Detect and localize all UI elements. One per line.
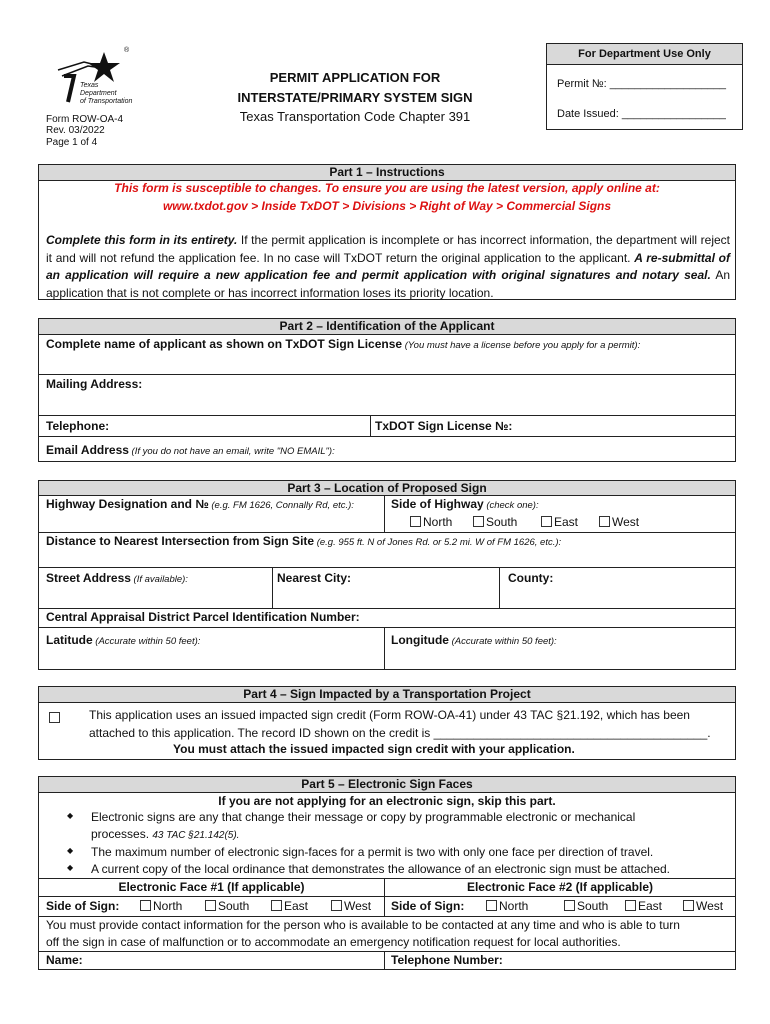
part4-line1: This application uses an issued impacted sign credit (Form ROW-OA-41) under 43 TAC §21.192, which has been	[89, 708, 690, 722]
checkbox-icon	[541, 516, 552, 527]
checkbox-icon	[331, 900, 342, 911]
face2-east-checkbox[interactable]: East	[625, 899, 662, 913]
subtitle: Texas Transportation Code Chapter 391	[239, 109, 471, 124]
sign-license-label[interactable]: TxDOT Sign License №:	[375, 419, 513, 433]
face1-north-checkbox[interactable]: North	[140, 899, 182, 913]
latitude-label[interactable]: Latitude (Accurate within 50 feet):	[46, 633, 201, 647]
checkbox-icon	[271, 900, 282, 911]
checkbox-icon	[473, 516, 484, 527]
part1-instructions	[38, 164, 736, 300]
instruction-text1: If the permit application is incomplete or has incorrect information, the department will reject it and will not refund the application fee. In no case will TxDOT return the original application to the applicant.	[46, 233, 731, 265]
part3-header: Part 3 – Location of Proposed Sign	[39, 481, 735, 496]
checkbox-icon	[486, 900, 497, 911]
version-warning: This form is susceptible to changes. To ensure you are using the latest version, apply online at:	[114, 181, 660, 195]
revision: Rev. 03/2022	[46, 125, 105, 136]
form-number: Form ROW-OA-4	[46, 114, 124, 125]
instructions-paragraph	[46, 232, 730, 302]
txdot-logo	[44, 46, 134, 108]
title-line1: PERMIT APPLICATION FOR	[269, 70, 441, 85]
part5-header: Part 5 – Electronic Sign Faces	[39, 777, 735, 793]
mailing-address-label[interactable]: Mailing Address:	[46, 377, 143, 391]
bullet2: The maximum number of electronic sign-faces for a permit is two with only one face per direction of travel.	[91, 845, 654, 859]
distance-label[interactable]: Distance to Nearest Intersection from Sign Site (e.g. 955 ft. N of Jones Rd. or 5.2 mi. W of FM 1626, etc.):	[46, 534, 562, 548]
contact-name-label[interactable]: Name:	[46, 953, 83, 967]
part2-header: Part 2 – Identification of the Applicant	[39, 319, 735, 335]
face2-north-checkbox[interactable]: North	[486, 899, 528, 913]
checkbox-icon	[410, 516, 421, 527]
part1-header: Part 1 – Instructions	[39, 165, 735, 181]
logo-text: Texas Department of Transportation	[80, 82, 133, 105]
registered-mark: ®	[124, 47, 130, 54]
bullet-icon: ◆	[67, 811, 74, 820]
side-east-checkbox[interactable]: East	[541, 515, 578, 529]
checkbox-icon	[599, 516, 610, 527]
nearest-city-label[interactable]: Nearest City:	[277, 571, 352, 585]
part3-location	[38, 480, 736, 670]
street-address-label[interactable]: Street Address (If available):	[46, 571, 188, 585]
part4-attach-note: You must attach the issued impacted sign credit with your application.	[173, 742, 575, 756]
face2-side-label: Side of Sign:	[391, 899, 465, 913]
part5-electronic-faces	[38, 776, 736, 970]
contact-phone-label[interactable]: Telephone Number:	[391, 953, 503, 967]
telephone-label[interactable]: Telephone:	[46, 419, 110, 433]
bullet-icon: ◆	[67, 846, 74, 855]
face2-south-checkbox[interactable]: South	[564, 899, 608, 913]
face2-header: Electronic Face #2 (If applicable)	[466, 880, 654, 894]
skip-instruction: If you are not applying for an electronic sign, skip this part.	[218, 794, 556, 808]
instruction-bold1: Complete this form in its entirety.	[46, 233, 238, 247]
title-line2: INTERSTATE/PRIMARY SYSTEM SIGN	[237, 90, 473, 105]
permit-number-field[interactable]: Permit №: ___________________	[557, 78, 726, 90]
longitude-label[interactable]: Longitude (Accurate within 50 feet):	[391, 633, 557, 647]
county-label[interactable]: County:	[508, 571, 554, 585]
contact-line2: off the sign in case of malfunction or to accommodate an emergency notification request for local authorities.	[46, 935, 621, 949]
face1-west-checkbox[interactable]: West	[331, 899, 371, 913]
side-south-checkbox[interactable]: South	[473, 515, 517, 529]
side-north-checkbox[interactable]: North	[410, 515, 452, 529]
part4-header: Part 4 – Sign Impacted by a Transportation Project	[39, 687, 735, 703]
side-west-checkbox[interactable]: West	[599, 515, 639, 529]
checkbox-icon	[49, 712, 60, 723]
dept-box-title: For Department Use Only	[547, 44, 742, 65]
record-id-field[interactable]: attached to this application. The record ID shown on the credit is _________________________________________.	[89, 726, 711, 740]
checkbox-icon	[205, 900, 216, 911]
contact-line1: You must provide contact information for the person who is available to be contacted at any time and who is able to turn	[46, 918, 680, 932]
impacted-credit-checkbox[interactable]	[49, 709, 62, 727]
page-number: Page 1 of 4	[46, 137, 98, 148]
email-label[interactable]: Email Address (If you do not have an email, write "NO EMAIL"):	[46, 443, 335, 457]
bullet-icon: ◆	[67, 863, 74, 872]
part4-impacted-sign	[38, 686, 736, 760]
date-issued-field[interactable]: Date Issued: _________________	[557, 108, 726, 120]
side-of-highway-label: Side of Highway (check one):	[391, 497, 539, 511]
txdot-path-link[interactable]: www.txdot.gov > Inside TxDOT > Divisions > Right of Way > Commercial Signs	[162, 199, 612, 213]
part2-applicant	[38, 318, 736, 462]
parcel-id-label[interactable]: Central Appraisal District Parcel Identification Number:	[46, 610, 360, 624]
bullet1-line2: processes. 43 TAC §21.142(5).	[91, 827, 240, 841]
face1-header: Electronic Face #1 (If applicable)	[118, 880, 305, 894]
bullet1-line1: Electronic signs are any that change their message or copy by programmable electronic or mechanical	[91, 810, 636, 824]
instruction-text2: An application that is not complete or has incorrect information loses its priority location.	[46, 268, 730, 300]
checkbox-icon	[625, 900, 636, 911]
face2-west-checkbox[interactable]: West	[683, 899, 723, 913]
checkbox-icon	[564, 900, 575, 911]
checkbox-icon	[683, 900, 694, 911]
department-use-box	[546, 43, 743, 130]
instruction-bold2: A re-submittal of an application will require a new application fee and permit application with original signatures and notary seal.	[46, 250, 730, 282]
highway-label[interactable]: Highway Designation and № (e.g. FM 1626, Connally Rd, etc.):	[46, 497, 354, 511]
face1-side-label: Side of Sign:	[46, 899, 120, 913]
face1-east-checkbox[interactable]: East	[271, 899, 308, 913]
applicant-name-label[interactable]: Complete name of applicant as shown on TxDOT Sign License (You must have a license before you apply for a permit):	[46, 337, 641, 351]
bullet3: A current copy of the local ordinance that demonstrates the allowance of an electronic sign must be attached.	[91, 862, 671, 876]
checkbox-icon	[140, 900, 151, 911]
face1-south-checkbox[interactable]: South	[205, 899, 249, 913]
